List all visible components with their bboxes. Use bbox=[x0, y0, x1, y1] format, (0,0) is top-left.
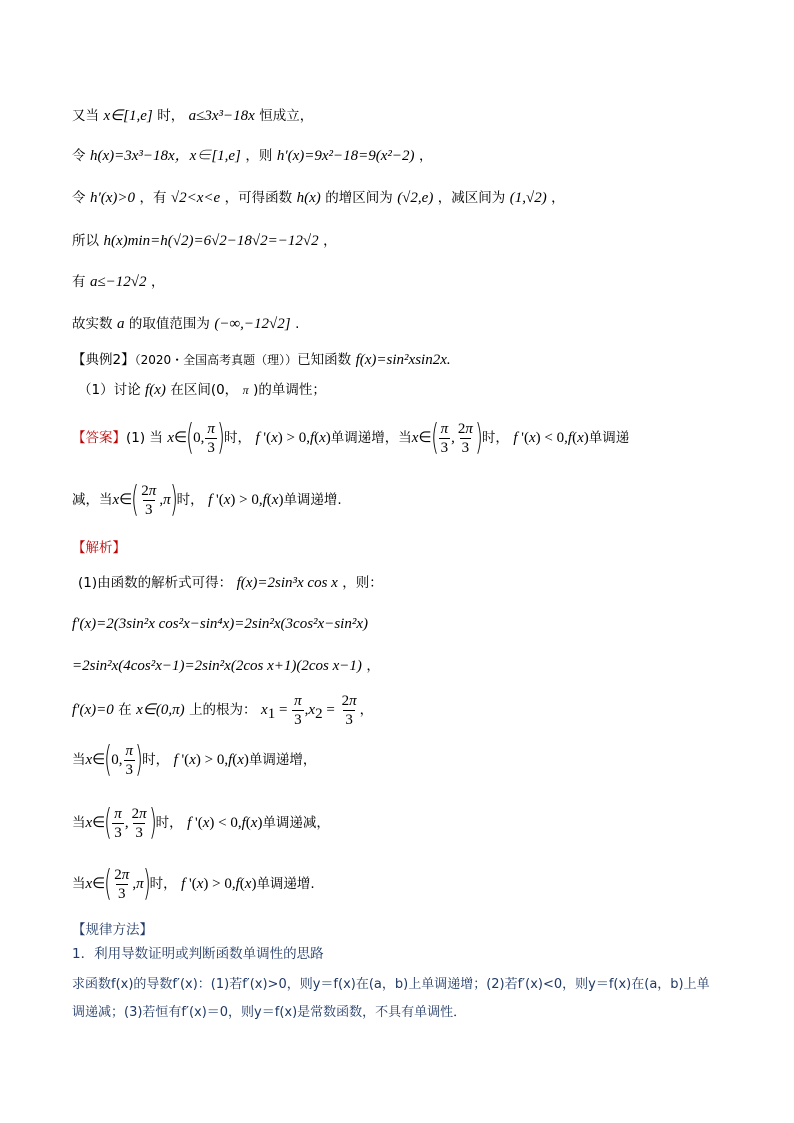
answer-line-2: 减，当x∈( $\frac{2\pi}{3}$ ,π)时， f '(x) > 0,f(x)单调递增. bbox=[72, 479, 342, 520]
text: ， bbox=[366, 658, 380, 674]
text: 所以 bbox=[72, 233, 99, 249]
text: ， bbox=[418, 148, 433, 164]
text: 有 bbox=[72, 274, 86, 290]
math: h(x)min=h(√2)=6√2−18√2=−12√2 bbox=[103, 233, 319, 249]
text: ，则 bbox=[245, 148, 273, 164]
math: (−∞,−12√2] bbox=[214, 316, 291, 332]
text: 的取值范围为 bbox=[128, 316, 210, 332]
text: 令 bbox=[72, 148, 86, 164]
text: 单调递增. bbox=[283, 492, 342, 508]
interval-2: 当x∈( $\frac{\pi}{3}$ , $\frac{2\pi}{3}$ )时， f '(x) < 0,f(x)单调递减， bbox=[72, 802, 330, 843]
answer-line-1: 【答案】(1) 当 x∈(0, $\frac{\pi}{3}$ )时， f '(x) > 0,f(x)单调递增，当x∈( $\frac{\pi}{3}$ , $\frac{2\pi}{3}$ )时， f '(x) < 0,f(x)单调递 bbox=[72, 417, 630, 458]
math: x∈[1,e] bbox=[103, 108, 153, 124]
example-tag: 【典例2】 bbox=[72, 352, 135, 368]
method-text: 求函数f(x)的导数f′(x)：(1)若f′(x)>0，则y＝f(x)在(a，b)上单调递增；(2)若f′(x)<0，则y＝f(x)在(a，b)上单 bbox=[72, 977, 710, 992]
text: 单调递增 bbox=[330, 430, 385, 446]
text: 时， bbox=[149, 876, 177, 892]
example-heading bbox=[72, 350, 451, 370]
text: 单调递增， bbox=[248, 752, 317, 768]
text-line bbox=[72, 314, 299, 334]
text: (1)由函数的解析式可得： bbox=[78, 575, 233, 591]
text: 上的根为： bbox=[189, 702, 257, 718]
example-source: （2020・全国高考真题（理）） bbox=[134, 353, 298, 367]
text: 当 bbox=[72, 752, 86, 768]
math: f(x)=2sin³x cos x bbox=[236, 575, 338, 591]
text: ， bbox=[323, 233, 337, 249]
text: 单调递减， bbox=[262, 815, 330, 831]
method-text: 调递减；(3)若恒有f′(x)＝0，则y＝f(x)是常数函数，不具有单调性． bbox=[72, 1005, 467, 1020]
text: 在 bbox=[118, 702, 132, 718]
math: a bbox=[116, 316, 125, 332]
math: f′(x)=2(3sin²x cos²x−sin⁴x)=2sin²x(3cos²x−sin²x) bbox=[72, 616, 368, 632]
text-line bbox=[72, 231, 337, 251]
text: 又当 bbox=[72, 108, 99, 124]
analysis-step-1 bbox=[78, 573, 383, 593]
math: f′(x)=0 bbox=[72, 702, 114, 718]
text: 恒成立， bbox=[259, 108, 314, 124]
text: 时， bbox=[155, 815, 183, 831]
method-paragraph-2 bbox=[72, 1002, 466, 1023]
text: 令 bbox=[72, 190, 86, 206]
text: 时， bbox=[223, 430, 251, 446]
math: h(x)=3x³−18x，x∈[1,e] bbox=[89, 148, 241, 164]
text: ， bbox=[151, 274, 165, 290]
method-paragraph-1 bbox=[72, 974, 710, 995]
math: (1,√2) bbox=[509, 190, 547, 206]
text-line bbox=[72, 146, 432, 166]
text-line bbox=[72, 188, 565, 208]
text: 在区间(0， bbox=[170, 382, 239, 398]
method-heading bbox=[72, 944, 324, 964]
text: 时， bbox=[157, 108, 185, 124]
analysis-tag: 【解析】 bbox=[72, 540, 126, 556]
math: x∈(0,π) bbox=[136, 702, 185, 718]
question-1 bbox=[78, 380, 326, 400]
interval-3: 当x∈( $\frac{2\pi}{3}$ ,π)时， f '(x) > 0,f(x)单调递增. bbox=[72, 863, 315, 904]
text: 当 bbox=[72, 815, 86, 831]
text: 当 bbox=[72, 876, 86, 892]
text-line bbox=[72, 272, 165, 292]
text: ，有 bbox=[139, 190, 167, 206]
text: ，则： bbox=[342, 575, 383, 591]
math: h′(x)>0 bbox=[89, 190, 136, 206]
text: (1) 当 bbox=[126, 430, 163, 446]
text: 的增区间为 bbox=[325, 190, 393, 206]
text: 故实数 bbox=[72, 316, 113, 332]
math: a≤−12√2 bbox=[89, 274, 147, 290]
math: a≤3x³−18x bbox=[188, 108, 255, 124]
interval-1: 当x∈(0, $\frac{\pi}{3}$ )时， f '(x) > 0,f(x)单调递增， bbox=[72, 739, 317, 780]
text: 时， bbox=[176, 492, 204, 508]
text: 单调递增. bbox=[256, 876, 315, 892]
method-tag: 【规律方法】 bbox=[72, 922, 153, 938]
text: 时， bbox=[142, 752, 170, 768]
text: 当 bbox=[398, 430, 412, 446]
analysis-step-2 bbox=[72, 614, 368, 634]
text: 已知函数 bbox=[297, 352, 352, 368]
text: ， bbox=[359, 702, 374, 718]
text: 时， bbox=[481, 430, 509, 446]
text: （1）讨论 bbox=[78, 382, 141, 398]
math: =2sin²x(4cos²x−1)=2sin²x(2cos x+1)(2cos x−1) bbox=[72, 658, 362, 674]
text: ， bbox=[551, 190, 565, 206]
text: . bbox=[295, 316, 300, 332]
math: √2<x<e bbox=[170, 190, 221, 206]
method-tag-line bbox=[72, 920, 153, 940]
analysis-step-3 bbox=[72, 656, 380, 676]
math: (√2,e) bbox=[397, 190, 434, 206]
analysis-tag-line bbox=[72, 538, 126, 558]
text: ，可得函数 bbox=[224, 190, 293, 206]
answer-tag: 【答案】 bbox=[72, 430, 126, 446]
math: h(x) bbox=[296, 190, 321, 206]
text-line bbox=[72, 106, 313, 126]
math: f(x) bbox=[145, 382, 166, 398]
analysis-step-4: f′(x)=0 在 x∈(0,π) 上的根为： $x_1$ = $\frac{\pi}{3}$ $,x_2$ = $\frac{2\pi}{3}$ ， bbox=[72, 692, 374, 728]
math: f(x)=sin²xsin2x. bbox=[355, 352, 451, 368]
math: h′(x)=9x²−18=9(x²−2) bbox=[276, 148, 415, 164]
method-heading-text: 1．利用导数证明或判断函数单调性的思路 bbox=[72, 946, 324, 962]
text: ，减区间为 bbox=[437, 190, 506, 206]
text: )的单调性； bbox=[253, 382, 326, 398]
math: π bbox=[242, 383, 249, 397]
